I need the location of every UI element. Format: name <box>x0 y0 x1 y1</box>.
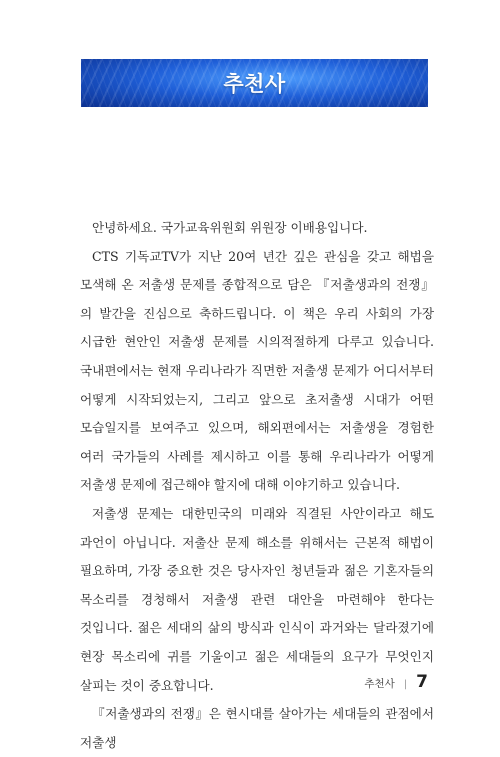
paragraph-book-introduction: CTS 기독교TV가 지난 20여 년간 깊은 관심을 갖고 해법을 모색해 온 저출생 문제를 종합적으로 담은 『저출생과의 전쟁』의 발간을 진심으로 축하드립니다. 이 책은 우리 사회의 가장 시급한 현안인 저출생 문제를 시의적절하게 다루고 있습니다. 국내편에서는 현재 우리나라가 직면한 저출생 문제가 어디서부터 어떻게 시작되었는지, 그리고 앞으로 초저출생 시대가 어떤 모습일지를 보여주고 있으며, 해외편에서는 저출생을 경험한 여러 국가들의 사례를 제시하고 이를 통해 우리나라가 어떻게 저출생 문제에 접근해야 할지에 대해 이야기하고 있습니다. <box>80 248 434 493</box>
section-title: 추천사 <box>223 72 286 96</box>
page-footer <box>0 672 428 692</box>
paragraph-continuation: 『저출생과의 전쟁』은 현시대를 살아가는 세대들의 관점에서 저출생 <box>80 706 434 750</box>
paragraph-low-birth-issue: 저출생 문제는 대한민국의 미래와 직결된 사안이라고 해도 과언이 아닙니다. 저출산 문제 해소를 위해서는 근본적 해법이 필요하며, 가장 중요한 것은 당사자인 청년들과 젊은 기혼자들의 목소리를 경청해서 저출생 관련 대안을 마련해야 한다는 것입니다. 젊은 세대의 삶의 방식과 인식이 과거와는 달라졌기에 현장 목소리에 귀를 기울이고 젊은 세대들의 요구가 무엇인지 살피는 것이 중요합니다. <box>80 505 434 693</box>
page-number: 7 <box>416 672 428 692</box>
footer-separator: | <box>403 679 408 690</box>
section-title-banner <box>81 59 428 107</box>
footer-section-title: 추천사 <box>364 678 395 690</box>
paragraph-greeting: 안녕하세요. 국가교육위원회 위원장 이배용입니다. <box>92 220 368 235</box>
